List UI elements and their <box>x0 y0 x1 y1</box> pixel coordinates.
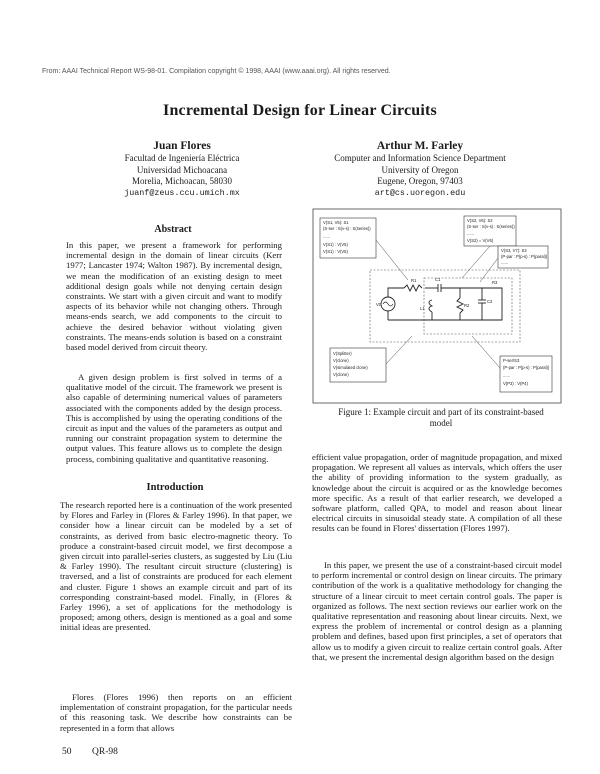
circuit-diagram <box>312 208 562 404</box>
report-code: QR-98 <box>92 747 118 757</box>
box-label: ...... <box>323 234 330 239</box>
component-label: R2 <box>464 303 470 308</box>
author-block-2 <box>298 139 542 199</box>
copyright-line: From: AAAI Technical Report WS-98-01. Compilation copyright © 1998, AAAI (www.aaai.org). All rights reserved. <box>42 68 391 75</box>
box-label: P-ser/S3 <box>503 358 520 363</box>
box-label: V(P3) : V(P4) <box>503 381 528 386</box>
paper-title: Incremental Design for Linear Circuits <box>163 102 437 119</box>
box-label: V(Splitter) <box>333 351 352 356</box>
box-label: V(S1) : V(V5) <box>323 249 348 254</box>
box-label: V(S1, V5): S1 <box>323 220 349 225</box>
introduction-heading: Introduction <box>146 482 204 493</box>
author-affiliation-line: University of Oregon <box>381 164 459 175</box>
right-column-paragraph: efficient value propagation, order of magnitude propagation, and mixed propagation. We represent all values as intervals, which offers the user the ability of providing information to the system gradually, as knowledge about the circuit is acquired or as the knowledge becomes more specific. As a result of that earlier research, we developed a software platform, called QPA, to model and reason about linear electrical circuits in sinusoidal steady state. A compilation of all these results can be found in Flores' dissertation (Flores 1997). <box>312 452 562 534</box>
box-label: (S-ser : S(v-s) : S(series)) <box>323 226 371 231</box>
box-label: (P-par : P(p-s) : P(paral)) <box>501 254 548 259</box>
box-label: V(clone) <box>333 358 349 363</box>
component-label: V0 <box>376 302 382 307</box>
author-affiliation-line: Computer and Information Science Department <box>334 153 506 163</box>
author-affiliation-line: Eugene, Oregon, 97403 <box>377 176 463 187</box>
introduction-paragraph: The research reported here is a continuation of the work presented by Flores and Farley in (Flores & Farley 1996). In that paper, we consider how a linear circuit can be modeled by a set of constraints, as derived from basic electro-magnetic theory. To produce a constraint-based circuit model, we first decompose a given circuit into parallel-series clusters, as suggested by Liu (Liu & Farley 1990). The resultant circuit structure (clustering) is traversed, and a list of constraints are produced for each element and cluster. Figure 1 shows an example circuit and part of its corresponding constraint-based model. Finally, in (Flores & Farley 1996), a set of applications for the methodology is proposed; among others, design is mentioned as a goal and some initial ideas are presented. <box>60 500 292 633</box>
author-affiliation-line: Facultad de Ingeniería Eléctrica <box>124 153 240 163</box>
figure-caption: Figure 1: Example circuit and part of its constraint-based model <box>338 407 544 428</box>
component-label: R1 <box>411 278 417 283</box>
author-name: Arthur M. Farley <box>376 140 464 152</box>
right-column-paragraph: In this paper, we present the use of a constraint-based circuit model to perform incremental or control design on linear circuits. The primary contribution of the work is a qualitative methodology for changing the structure of a linear circuit to meet certain control goals. The paper is organized as follows. The next section reviews our earlier work on the qualitative representation and reasoning about linear circuits. Next, we express the problem of incremental or control design as a planning problem and defines, based upon first principles, a set of operators that allow us to modify a given circuit to realize certain control goals. After that, we present the incremental design algorithm based on the design <box>312 560 562 662</box>
abstract-paragraph: In this paper, we present a framework for performing incremental design in the domain of linear circuits (Kerr 1977; Lancaster 1974; Walton 1987). By incremental design, we mean the modification of an existing design to meet additional design goals while not denying certain design constraints. We start with a given circuit and want to modify aspects of its behavior while not changing others. Through means-ends search, we add components to the circuit to achieve the desired behavior without violating given constraints. The means-ends solution is based on a constraint based model derived from circuit theory. <box>66 240 282 353</box>
box-label: ...... <box>501 260 508 265</box>
box-label: V(S3, V7): S3 <box>501 248 527 253</box>
box-label: V(S2) = V(V6) <box>467 238 494 243</box>
author-block-1 <box>82 139 282 199</box>
author-email: art@cs.uoregon.edu <box>374 187 466 198</box>
box-label: ...... <box>503 373 510 378</box>
figure-1 <box>312 208 562 404</box>
box-label: ...... <box>467 231 474 236</box>
page-number: 50 <box>62 747 72 757</box>
box-label: (P-par : P(p-s) : P(paral)) <box>503 365 550 370</box>
box-label: V(simulated clone) <box>333 365 368 370</box>
component-label: R3 <box>492 280 498 285</box>
abstract-heading: Abstract <box>154 224 192 235</box>
component-label: L1 <box>420 306 425 311</box>
abstract-paragraph: A given design problem is first solved in terms of a qualitative model of the circuit. The framework we present is also capable of determining numerical values of parameters associated with the components added by the design process. This is accomplished by using the operating conditions of the circuit as input and the values of the parameters as output and running our constraint propagation system to determine the output values. This feature allows us to complete the design process, combining qualitative and quantitative reasoning. <box>66 372 282 464</box>
author-affiliation-line: Morelia, Michoacan, 58030 <box>132 176 232 187</box>
author-email: juanf@zeus.ccu.umich.mx <box>124 187 240 198</box>
box-label: V(S1) : V(V5) <box>323 242 348 247</box>
component-label: C1 <box>435 277 441 282</box>
box-label: V(S2, V6): S2 <box>467 218 493 223</box>
component-label: C2 <box>487 299 493 304</box>
author-affiliation-line: Universidad Michoacana <box>136 164 228 175</box>
box-label: V(clone) <box>333 372 349 377</box>
box-label: (S-ser : S(v-s) : S(series)) <box>467 224 515 229</box>
author-name: Juan Flores <box>153 140 211 152</box>
introduction-paragraph: Flores (Flores 1996) then reports on an efficient implementation of constraint propagation, for the particular needs of this reasoning task. We describe how constraints can be represented in a form that allows <box>60 692 292 733</box>
